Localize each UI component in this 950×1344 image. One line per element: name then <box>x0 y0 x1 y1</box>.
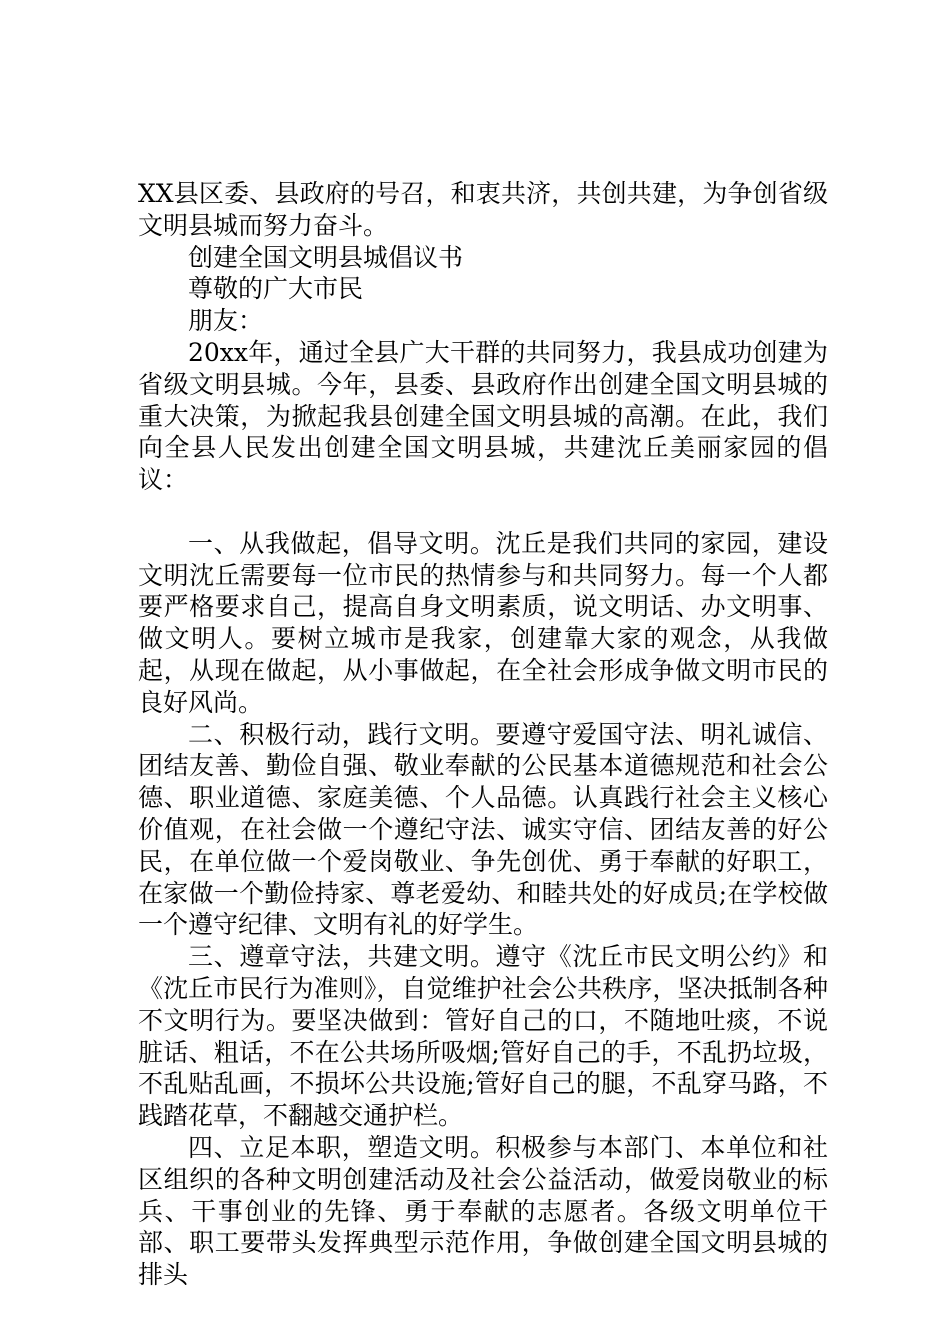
paragraph-closing: XX县区委、县政府的号召，和衷共济，共创共建，为争创省级文明县城而努力奋斗。 <box>138 179 828 240</box>
paragraph-intro: 20xx年，通过全县广大干群的共同努力，我县成功创建为省级文明县城。今年，县委、县政府作出创建全国文明县城的重大决策，为掀起我县创建全国文明县城的高潮。在此，我们向全县人民发出创建全国文明县城，共建沈丘美丽家园的倡议： <box>138 337 828 495</box>
salutation-line-2: 朋友： <box>188 306 264 336</box>
document-body <box>138 178 828 1291</box>
paragraph-section-4: 四、立足本职，塑造文明。积极参与本部门、本单位和社区组织的各种文明创建活动及社会公益活动，做爱岗敬业的标兵、干事创业的先锋、勇于奉献的志愿者。各级文明单位干部、职工要带头发挥典型示范作用，争做创建全国文明县城的排头 <box>138 1132 828 1290</box>
proposal-title: 创建全国文明县城倡议书 <box>188 242 464 272</box>
salutation-line-1: 尊敬的广大市民 <box>188 274 364 304</box>
paragraph-section-1: 一、从我做起，倡导文明。沈丘是我们共同的家园，建设文明沈丘需要每一位市民的热情参与和共同努力。每一个人都要严格要求自己，提高自身文明素质，说文明话、办文明事、做文明人。要树立城市是我家，创建靠大家的观念，从我做起，从现在做起，从小事做起，在全社会形成争做文明市民的良好风尚。 <box>138 528 828 717</box>
paragraph-section-3: 三、遵章守法，共建文明。遵守《沈丘市民文明公约》和《沈丘市民行为准则》，自觉维护社会公共秩序，坚决抵制各种不文明行为。要坚决做到：管好自己的口，不随地吐痰，不说脏话、粗话，不在公共场所吸烟;管好自己的手，不乱扔垃圾，不乱贴乱画，不损坏公共设施;管好自己的腿，不乱穿马路，不践踏花草，不翻越交通护栏。 <box>138 942 828 1131</box>
blank-line <box>138 496 828 528</box>
paragraph-section-2: 二、积极行动，践行文明。要遵守爱国守法、明礼诚信、团结友善、勤俭自强、敬业奉献的公民基本道德规范和社会公德、职业道德、家庭美德、个人品德。认真践行社会主义核心价值观，在社会做一个遵纪守法、诚实守信、团结友善的好公民，在单位做一个爱岗敬业、争先创优、勇于奉献的好职工，在家做一个勤俭持家、尊老爱幼、和睦共处的好成员;在学校做一个遵守纪律、文明有礼的好学生。 <box>138 719 828 940</box>
